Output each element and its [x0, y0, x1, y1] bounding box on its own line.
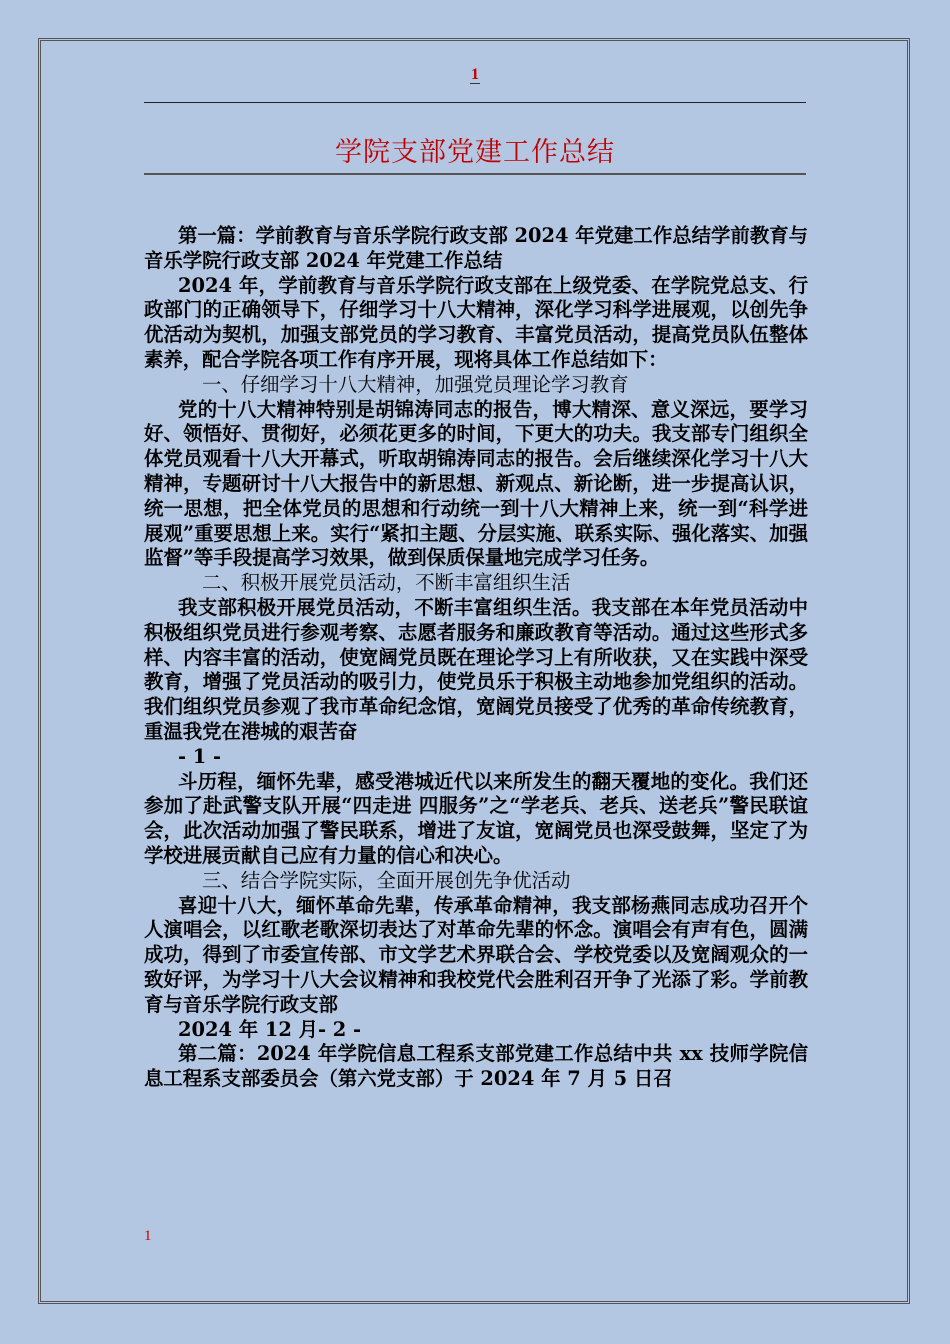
- paragraph-date-line: 2024 年 12 月- 2 -: [178, 1017, 362, 1041]
- document-title: 学院支部党建工作总结: [335, 137, 615, 168]
- paragraph-section-1: 党的十八大精神特别是胡锦涛同志的报告，博大精深、意义深远，要学习好、领悟好、贯彻好，必须花更多的时间，下更大的功夫。我支部专门组织全体党员观看十八大开幕式，听取胡锦涛同志的报告。会后继续深化学习十八大精神，专题研讨十八大报告中的新思想、新观点、新论断，进一步提高认识，统一思想，把全体党员的思想和行动统一到十八大精神上来，统一到“科学进展观”重要思想上来。实行“紧扣主题、分层实施、联系实际、强化落实、加强监督”等手段提高学习效果，做到保质保量地完成学习任务。: [144, 397, 808, 570]
- footer-page-number: 1: [144, 1228, 152, 1244]
- paragraph-section-2-continued: 斗历程，缅怀先辈，感受港城近代以来所发生的翻天覆地的变化。我们还参加了赴武警支队开展“四走进 四服务”之“学老兵、老兵、送老兵”警民联谊会，此次活动加强了警民联系，增进了友谊，宽阔党员也深受鼓舞，坚定了为学校进展贡献自己应有力量的信心和决心。: [144, 769, 808, 867]
- paragraph-part-two-heading: 第二篇：2024 年学院信息工程系支部党建工作总结中共 xx 技师学院信息工程系支部委员会（第六党支部）于 2024 年 7 月 5 日召: [144, 1042, 808, 1091]
- title-rule: [144, 173, 806, 175]
- section-heading-1: 一、仔细学习十八大精神，加强党员理论学习教育: [202, 372, 629, 396]
- paragraph-part-one-heading: 第一篇：学前教育与音乐学院行政支部 2024 年党建工作总结学前教育与音乐学院行政支部 2024 年党建工作总结: [144, 224, 808, 272]
- document-body: [144, 224, 808, 1092]
- paragraph-section-2: 我支部积极开展党员活动，不断丰富组织生活。我支部在本年党员活动中积极组织党员进行参观考察、志愿者服务和廉政教育等活动。通过这些形式多样、内容丰富的活动，使宽阔党员既在理论学习上有所收获，又在实践中深受教育，增强了党员活动的吸引力，使党员乐于积极主动地参加党组织的活动。我们组织党员参观了我市革命纪念馆，宽阔党员接受了优秀的革命传统教育，重温我党在港城的艰苦奋: [144, 595, 808, 743]
- section-heading-3: 三、结合学院实际，全面开展创先争优活动: [202, 868, 571, 892]
- section-heading-2: 二、积极开展党员活动，不断丰富组织生活: [202, 571, 571, 595]
- inline-page-marker: - 1 -: [178, 744, 222, 768]
- header-page-number: 1: [471, 66, 479, 83]
- header-rule: [144, 102, 806, 103]
- paragraph-section-3: 喜迎十八大，缅怀革命先辈，传承革命精神，我支部杨燕同志成功召开个人演唱会，以红歌老歌深切表达了对革命先辈的怀念。演唱会有声有色，圆满成功，得到了市委宣传部、市文学艺术界联合会、学校党委以及宽阔观众的一致好评，为学习十八大会议精神和我校党代会胜利召开争了光添了彩。学前教育与音乐学院行政支部: [144, 893, 808, 1016]
- paragraph-intro: 2024 年，学前教育与音乐学院行政支部在上级党委、在学院党总支、行政部门的正确领导下，仔细学习十八大精神，深化学习科学进展观，以创先争优活动为契机，加强支部党员的学习教育、丰富党员活动，提高党员队伍整体素养，配合学院各项工作有序开展，现将具体工作总结如下：: [144, 273, 808, 371]
